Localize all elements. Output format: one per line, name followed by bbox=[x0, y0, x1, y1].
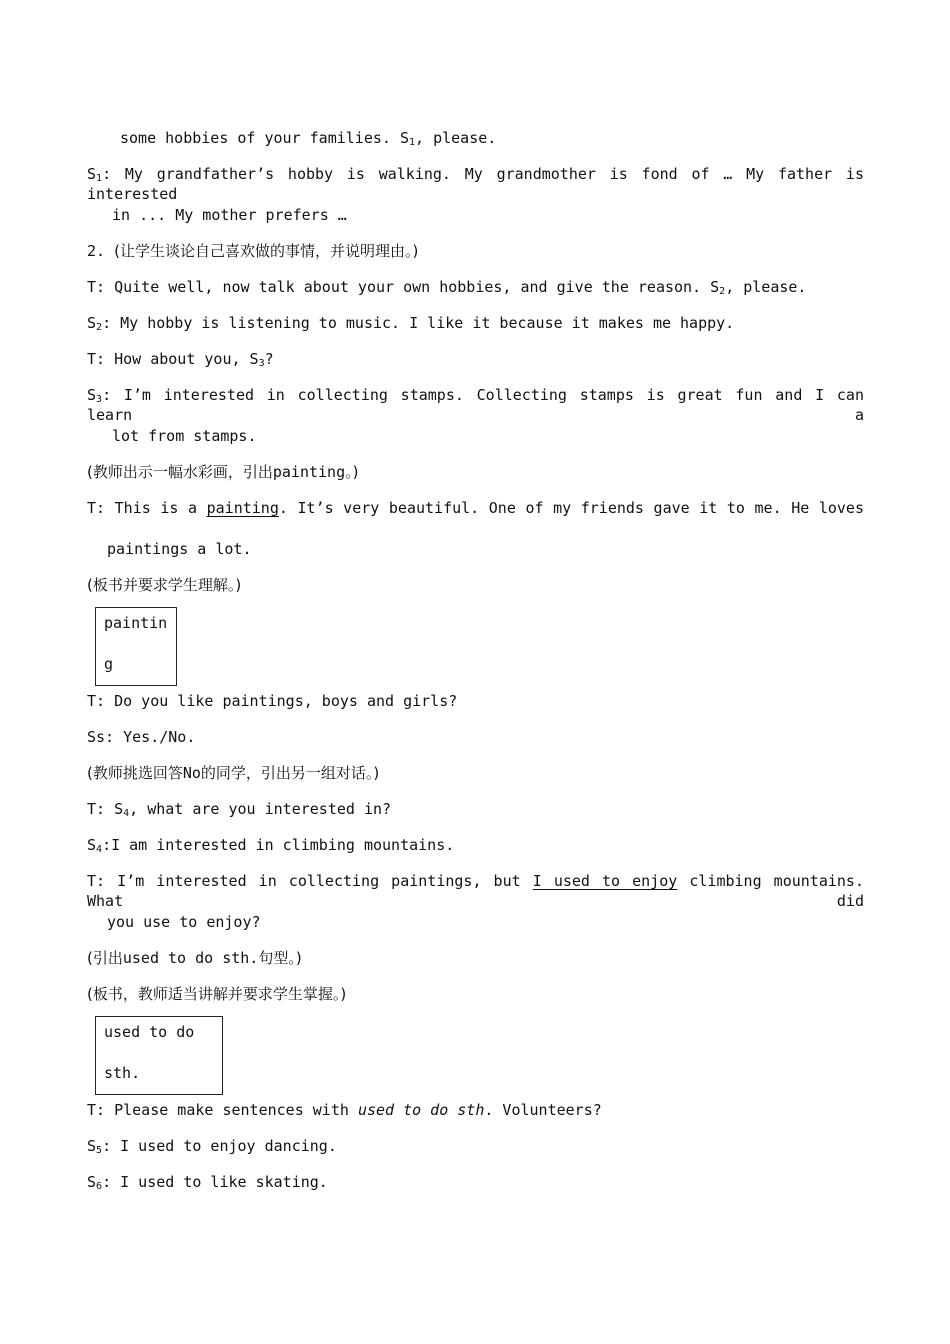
text-line: T: $S_4$, what are you interested in? bbox=[87, 800, 392, 819]
text-line: $S_4:I$ am interested in climbing mountains. bbox=[87, 836, 455, 855]
text-line: T: Please make sentences with used to do sth. Volunteers? bbox=[87, 1101, 602, 1119]
text-line: (教师出示一幅水彩画，引出painting。) bbox=[87, 463, 359, 481]
box-text: paintin bbox=[104, 614, 168, 632]
text-line: (板书，教师适当讲解并要求学生掌握。) bbox=[87, 985, 347, 1003]
text-line: lot from stamps. bbox=[112, 427, 257, 445]
text-line: T: I’m interested in collecting paintings, but I used to enjoy climbing mountains. What did bbox=[87, 872, 864, 910]
underlined-term: painting bbox=[206, 499, 279, 517]
text-line: (板书并要求学生理解。) bbox=[87, 576, 242, 594]
text-line: (引出used to do sth.句型。) bbox=[87, 949, 302, 967]
box-text: used to do bbox=[104, 1023, 195, 1041]
text-line: T: How about you, $S_3$? bbox=[87, 350, 274, 369]
text-line: $S_3$: I’m interested in collecting stamps. Collecting stamps is great fun and I can learn a bbox=[87, 386, 864, 424]
text-line: $S_2$: My hobby is listening to music. I like it because it makes me happy. bbox=[87, 314, 735, 333]
blackboard-box bbox=[95, 1016, 223, 1095]
text-line: T: Quite well, now talk about your own hobbies, and give the reason. $S_2$, please. bbox=[87, 278, 807, 297]
text-line: T: Do you like paintings, boys and girls? bbox=[87, 692, 458, 710]
text-line: you use to enjoy? bbox=[107, 913, 261, 931]
text-line: $S_5$: I used to enjoy dancing. bbox=[87, 1137, 337, 1156]
box-text: g bbox=[104, 655, 114, 673]
text-line: in ... My mother prefers … bbox=[112, 206, 347, 224]
text-line: paintings a lot. bbox=[107, 540, 252, 558]
text-line: $S_6$: I used to like skating. bbox=[87, 1173, 328, 1192]
blackboard-box bbox=[95, 607, 177, 686]
underlined-phrase: I used to enjoy bbox=[532, 872, 678, 890]
box-text: sth. bbox=[104, 1064, 141, 1082]
text-line: 2. (让学生谈论自己喜欢做的事情，并说明理由。) bbox=[87, 242, 419, 260]
text-line: $S_1$: My grandfather’s hobby is walking. My grandmother is fond of … My father is interested bbox=[87, 165, 864, 203]
text-line: (教师挑选回答No的同学，引出另一组对话。) bbox=[87, 764, 380, 782]
text-line: Ss: Yes./No. bbox=[87, 728, 196, 746]
text-line: T: This is a painting. It’s very beautiful. One of my friends gave it to me. He loves bbox=[87, 499, 864, 517]
text-line: some hobbies of your families. $S_1$, please. bbox=[120, 129, 497, 148]
italic-phrase: used to do sth bbox=[357, 1101, 485, 1119]
